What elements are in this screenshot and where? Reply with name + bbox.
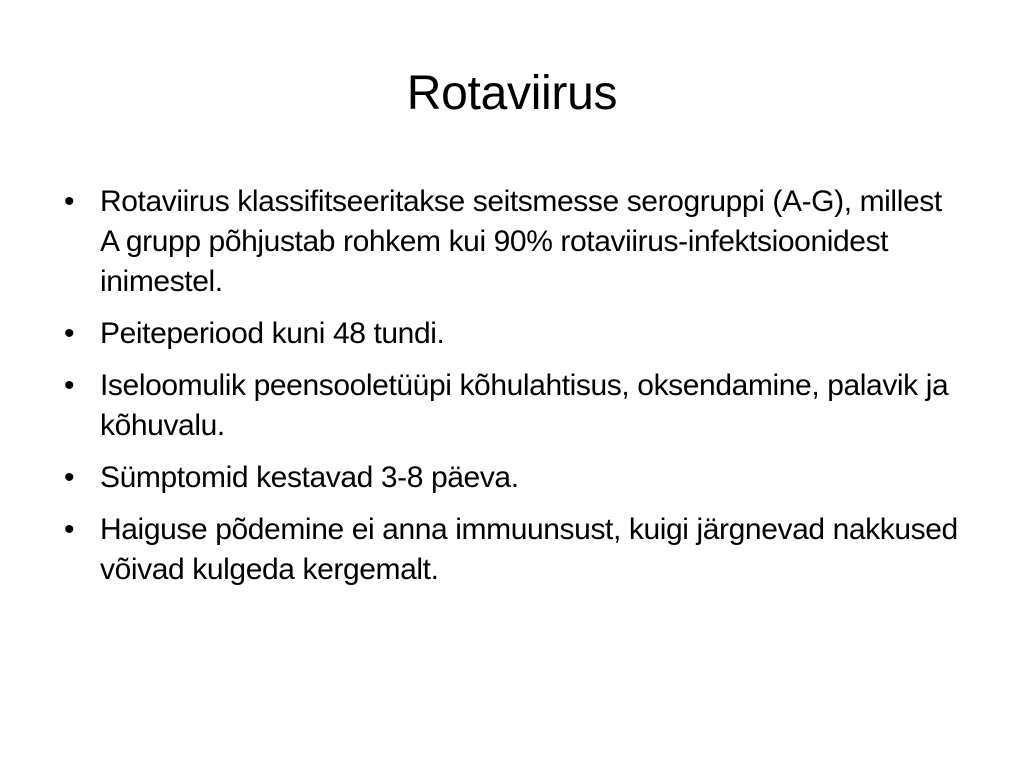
bullet-dot-icon: • [64, 185, 75, 218]
bullet-item [62, 314, 962, 354]
bullet-list [62, 182, 962, 602]
bullet-dot-icon: • [64, 317, 75, 350]
bullet-dot-icon: • [64, 369, 75, 402]
bullet-item [62, 458, 962, 498]
slide-title: Rotaviirus [406, 67, 618, 120]
bullet-dot-icon: • [64, 461, 75, 494]
bullet-text: Haiguse põdemine ei anna immuunsust, kuigi järgnevad nakkused võivad kulgeda kergemalt. [100, 513, 958, 586]
bullet-text: Iseloomulik peensooletüüpi kõhulahtisus, oksendamine, palavik ja kõhuvalu. [100, 369, 949, 442]
bullet-text: Peiteperiood kuni 48 tundi. [100, 317, 445, 350]
bullet-dot-icon: • [64, 513, 75, 546]
bullet-text: Rotaviirus klassifitseeritakse seitsmesse serogruppi (A-G), millest A grupp põhjustab rohkem kui 90% rotaviirus-infektsioonidest inimestel. [100, 185, 942, 298]
bullet-text: Sümptomid kestavad 3-8 päeva. [100, 461, 519, 494]
bullet-item [62, 182, 962, 302]
bullet-item [62, 510, 962, 590]
bullet-item [62, 366, 962, 446]
